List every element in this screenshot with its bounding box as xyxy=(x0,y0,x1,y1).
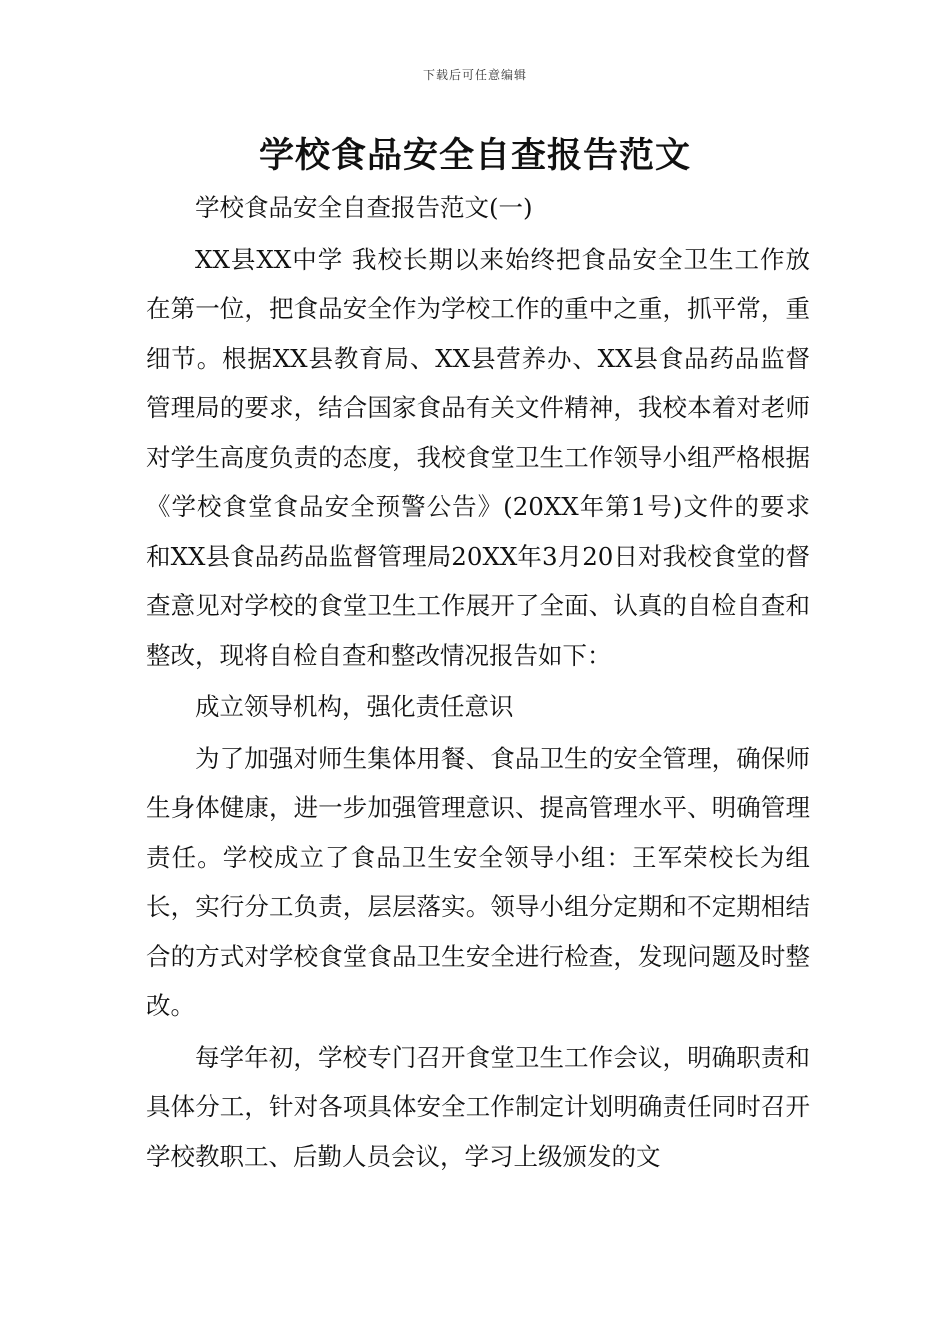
header-note: 下载后可任意编辑 xyxy=(422,68,527,82)
paragraph-leadership: 为了加强对师生集体用餐、食品卫生的安全管理，确保师生身体健康，进一步加强管理意识、提高管理水平、明确管理责任。学校成立了食品卫生安全领导小组：王军荣校长为组长，实行分工负责，层层落实。领导小组分定期和不定期相结合的方式对学校食堂食品卫生安全进行检查，发现问题及时整改。 xyxy=(146,743,810,1020)
paragraph-section-heading: 成立领导机构，强化责任意识 xyxy=(195,692,514,721)
paragraph-meetings: 每学年初，学校专门召开食堂卫生工作会议，明确职责和具体分工，针对各项具体安全工作制定计划明确责任同时召开学校教职工、后勤人员会议，学习上级颁发的文 xyxy=(146,1042,810,1171)
paragraph-intro: XX县XX中学 我校长期以来始终把食品安全卫生工作放在第一位，把食品安全作为学校工作的重中之重，抓平常，重细节。根据XX县教育局、XX县营养办、XX县食品药品监督管理局的要求，结合国家食品有关文件精神，我校本着对老师对学生高度负责的态度，我校食堂卫生工作领导小组严格根据《学校食堂食品安全预警公告》(20XX年第1号)文件的要求和XX县食品药品监督管理局20XX年3月20日对我校食堂的督查意见对学校的食堂卫生工作展开了全面、认真的自检自查和整改，现将自检自查和整改情况报告如下： xyxy=(146,244,810,670)
document-title: 学校食品安全自查报告范文 xyxy=(258,135,691,176)
document-body xyxy=(146,183,810,1183)
paragraph-subtitle: 学校食品安全自查报告范文(一) xyxy=(195,193,533,222)
